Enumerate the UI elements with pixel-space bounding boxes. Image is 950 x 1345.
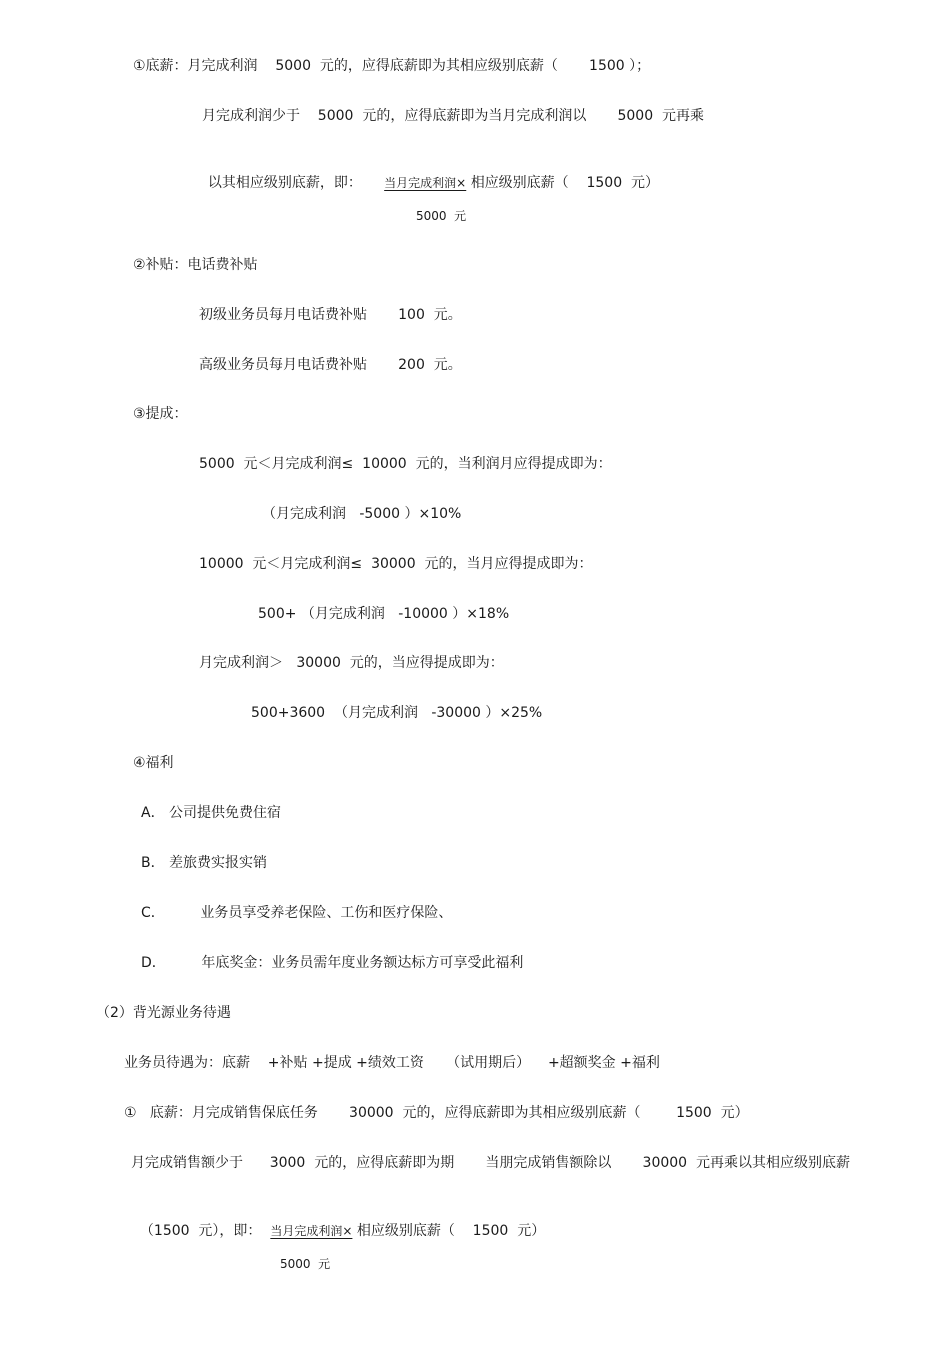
section-2-title: （2）背光源业务待遇 <box>96 1005 231 1021</box>
commission-tier1-formula: （月完成利润 -5000 ）×10% <box>262 506 462 522</box>
commission-tier1-condition: 5000 元＜月完成利润≤ 10000 元的，当利润月应得提成即为： <box>199 456 612 472</box>
welfare-item-b: B． 差旅费实报实销 <box>141 855 268 871</box>
formula-numerator: 当月完成利润× <box>270 1224 353 1238</box>
formula-denominator: 5000 元 <box>280 1257 331 1271</box>
commission-tier3-formula: 500+3600 （月完成利润 -30000 ）×25% <box>251 705 543 721</box>
subsidy-title: ②补贴：电话费补贴 <box>133 257 258 273</box>
commission-tier2-condition: 10000 元＜月完成利润≤ 30000 元的，当月应得提成即为： <box>199 556 593 572</box>
formula-prefix: （1500 元），即： <box>139 1223 262 1239</box>
subsidy-senior: 高级业务员每月电话费补贴 200 元。 <box>199 357 462 373</box>
formula-numerator: 当月完成利润× <box>384 176 467 190</box>
welfare-item-a: A． 公司提供免费住宿 <box>141 805 282 821</box>
commission-title: ③提成： <box>133 406 188 422</box>
section-2-base-salary-line: 月完成销售额少于 3000 元的，应得底薪即为期 当朋完成销售额除以 30000 元再乘以其相应级别底薪 <box>131 1155 850 1171</box>
base-salary-title: ①底薪：月完成利润 5000 元的，应得底薪即为其相应级别底薪（ 1500 ）； <box>133 58 651 74</box>
base-salary-line: 月完成利润少于 5000 元的，应得底薪即为当月完成利润以 5000 元再乘 <box>202 108 705 124</box>
formula-suffix: 相应级别底薪（ 1500 元） <box>470 175 660 191</box>
section-2-summary: 业务员待遇为：底薪 +补贴 +提成 +绩效工资 （试用期后） +超额奖金 +福利 <box>124 1055 660 1071</box>
welfare-item-d: D． 年底奖金：业务员需年度业务额达标方可享受此福利 <box>141 955 524 971</box>
subsidy-junior: 初级业务员每月电话费补贴 100 元。 <box>199 307 462 323</box>
welfare-item-c: C． 业务员享受养老保险、工伤和医疗保险、 <box>141 905 453 921</box>
base-salary-formula <box>199 156 659 192</box>
welfare-title: ④福利 <box>133 755 174 771</box>
section-2-base-salary: ① 底薪：月完成销售保底任务 30000 元的，应得底薪即为其相应级别底薪（ 1500 元） <box>124 1105 749 1121</box>
formula-denominator: 5000 元 <box>416 209 467 223</box>
formula-prefix: 以其相应级别底薪，即： <box>207 175 362 191</box>
formula-suffix: 相应级别底薪（ 1500 元） <box>356 1223 546 1239</box>
commission-tier2-formula: 500+ （月完成利润 -10000 ）×18% <box>258 606 510 622</box>
commission-tier3-condition: 月完成利润＞ 30000 元的，当应得提成即为： <box>199 655 504 671</box>
section-2-formula <box>131 1204 545 1240</box>
